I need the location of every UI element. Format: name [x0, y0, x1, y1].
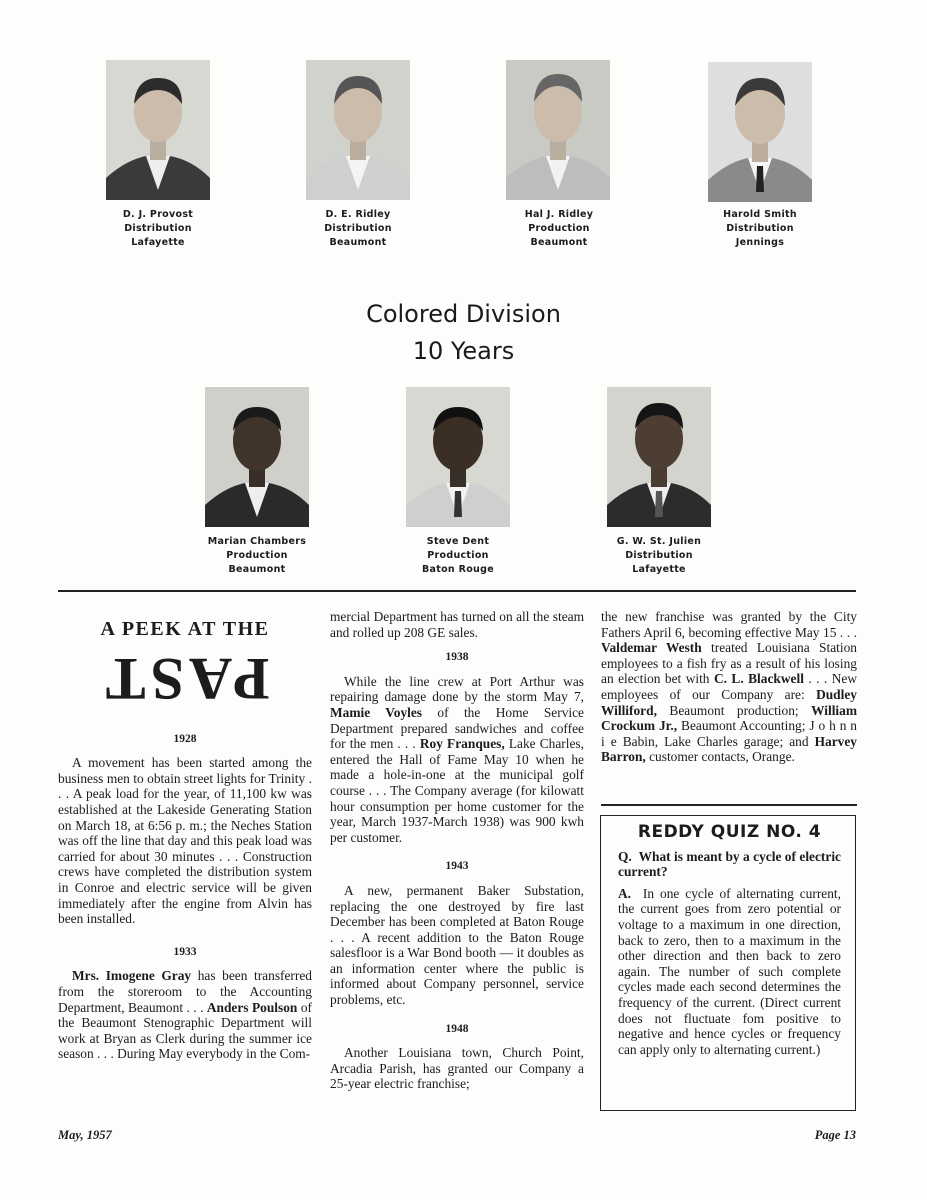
caption: Steve Dent Production Baton Rouge [422, 536, 494, 575]
divider [58, 590, 856, 592]
paragraph: mercial Department has turned on all the steam and rolled up 208 GE sales. [330, 609, 584, 640]
paragraph: A new, permanent Baker Substation, replacing the one destroyed by fire last December has been completed at Baton Rouge . . . A recent addition to the Baton Rouge salesfloor is a War Bond booth — it doubles as an information center where the public is informed about Company personnel, service problems, etc. [330, 882, 584, 1008]
article-column-1 [58, 600, 312, 1062]
quiz-question: Q. What is meant by a cycle of electric current? [618, 848, 841, 880]
portrait-photo [306, 60, 410, 200]
paragraph: the new franchise was granted by the City Fathers April 6, becoming effective May 15 . . . Valdemar Westh treated Louisiana Station employees to a fish fry as a result of his losing an election bet with C. L. Blackwell . . . New employees of our Company are: Dudley Williford, Beaumont production; William Crockum Jr., Beaumont Accounting; J o h n n i e Babin, Lake Charles garage; and Harvey Barron, customer contacts, Orange. [601, 609, 858, 765]
year-heading: 1928 [173, 732, 197, 745]
caption: D. J. Provost Distribution Lafayette [122, 209, 194, 248]
year-heading: 1938 [445, 651, 469, 664]
section-title: Colored Division [366, 300, 561, 328]
portrait-photo [106, 60, 210, 200]
caption: Hal J. Ridley Production Beaumont [524, 209, 594, 248]
footer-date: May, 1957 [58, 1128, 112, 1142]
quiz-box [600, 815, 856, 1111]
paragraph: Mrs. Imogene Gray has been transferred from the storeroom to the Accounting Department, Beaumont . . . Anders Poulson of the Beaumont Stenographic Department will work at Bryan as Clerk during the summer ice season . . . During May everybody in the Com- [58, 968, 312, 1062]
caption: G. W. St. Julien Distribution Lafayette [616, 536, 702, 575]
section-subtitle: 10 Years [412, 337, 515, 365]
article-column-2 [330, 609, 584, 1092]
paragraph: While the line crew at Port Arthur was repairing damage done by the storm May 7, Mamie Voyles of the Home Service Department prepared sandwiches and coffee for the men . . . Roy Franques, Lake Charles, entered the Hall of Fame May 10 when he made a hole-in-one at the municipal golf course . . . The Company average (for kilowatt hour consumption per home customer for the year, March 1937-March 1938) was 900 kwh per customer. [330, 673, 584, 845]
article-column-3 [601, 609, 857, 765]
caption: D. E. Ridley Distribution Beaumont [324, 209, 392, 248]
portrait-photo [708, 62, 812, 202]
paragraph: A movement has been started among the business men to obtain street lights for Trinity . . . A peak load for the year, of 11,100 kw was established at the Lakeside Generating Station on March 18, at 6:56 p. m.; the Neches Station was off the line that day and this peak load was carried for about 30 minutes . . . Construction crews have completed the distribution system in Conroe and electric service will be given immediately after the engine from Alvin has been installed. [58, 755, 312, 927]
portrait-photo [506, 60, 610, 200]
caption: Marian Chambers Production Beaumont [207, 536, 307, 575]
caption: Harold Smith Distribution Jennings [723, 209, 797, 248]
quiz-answer: A. In one cycle of alternating current, the current goes from zero potential or voltage to a maximum in one direction, back to zero, then to a maximum in the other direction and then back to zero again. The number of such complete cycles made each second determines the frequency of the current. (Direct current does not fluctuate fom positive to negative and hence cycles or frequency can apply only to alternating current.) [618, 885, 841, 1057]
year-heading: 1943 [445, 860, 469, 873]
paragraph: Another Louisiana town, Church Point, Arcadia Parish, has granted our Company a 25-year electric franchise; [330, 1045, 584, 1092]
article-heading-inverted: PAST [100, 645, 270, 712]
portrait-photo [205, 387, 309, 527]
article-heading: A PEEK AT THE [100, 618, 270, 640]
page-number: Page 13 [814, 1128, 856, 1142]
quiz-title: REDDY QUIZ NO. 4 [637, 822, 822, 842]
portrait-photo [607, 387, 711, 527]
portrait-photo [406, 387, 510, 527]
divider [601, 804, 857, 806]
year-heading: 1948 [445, 1022, 469, 1035]
year-heading: 1933 [173, 945, 197, 958]
